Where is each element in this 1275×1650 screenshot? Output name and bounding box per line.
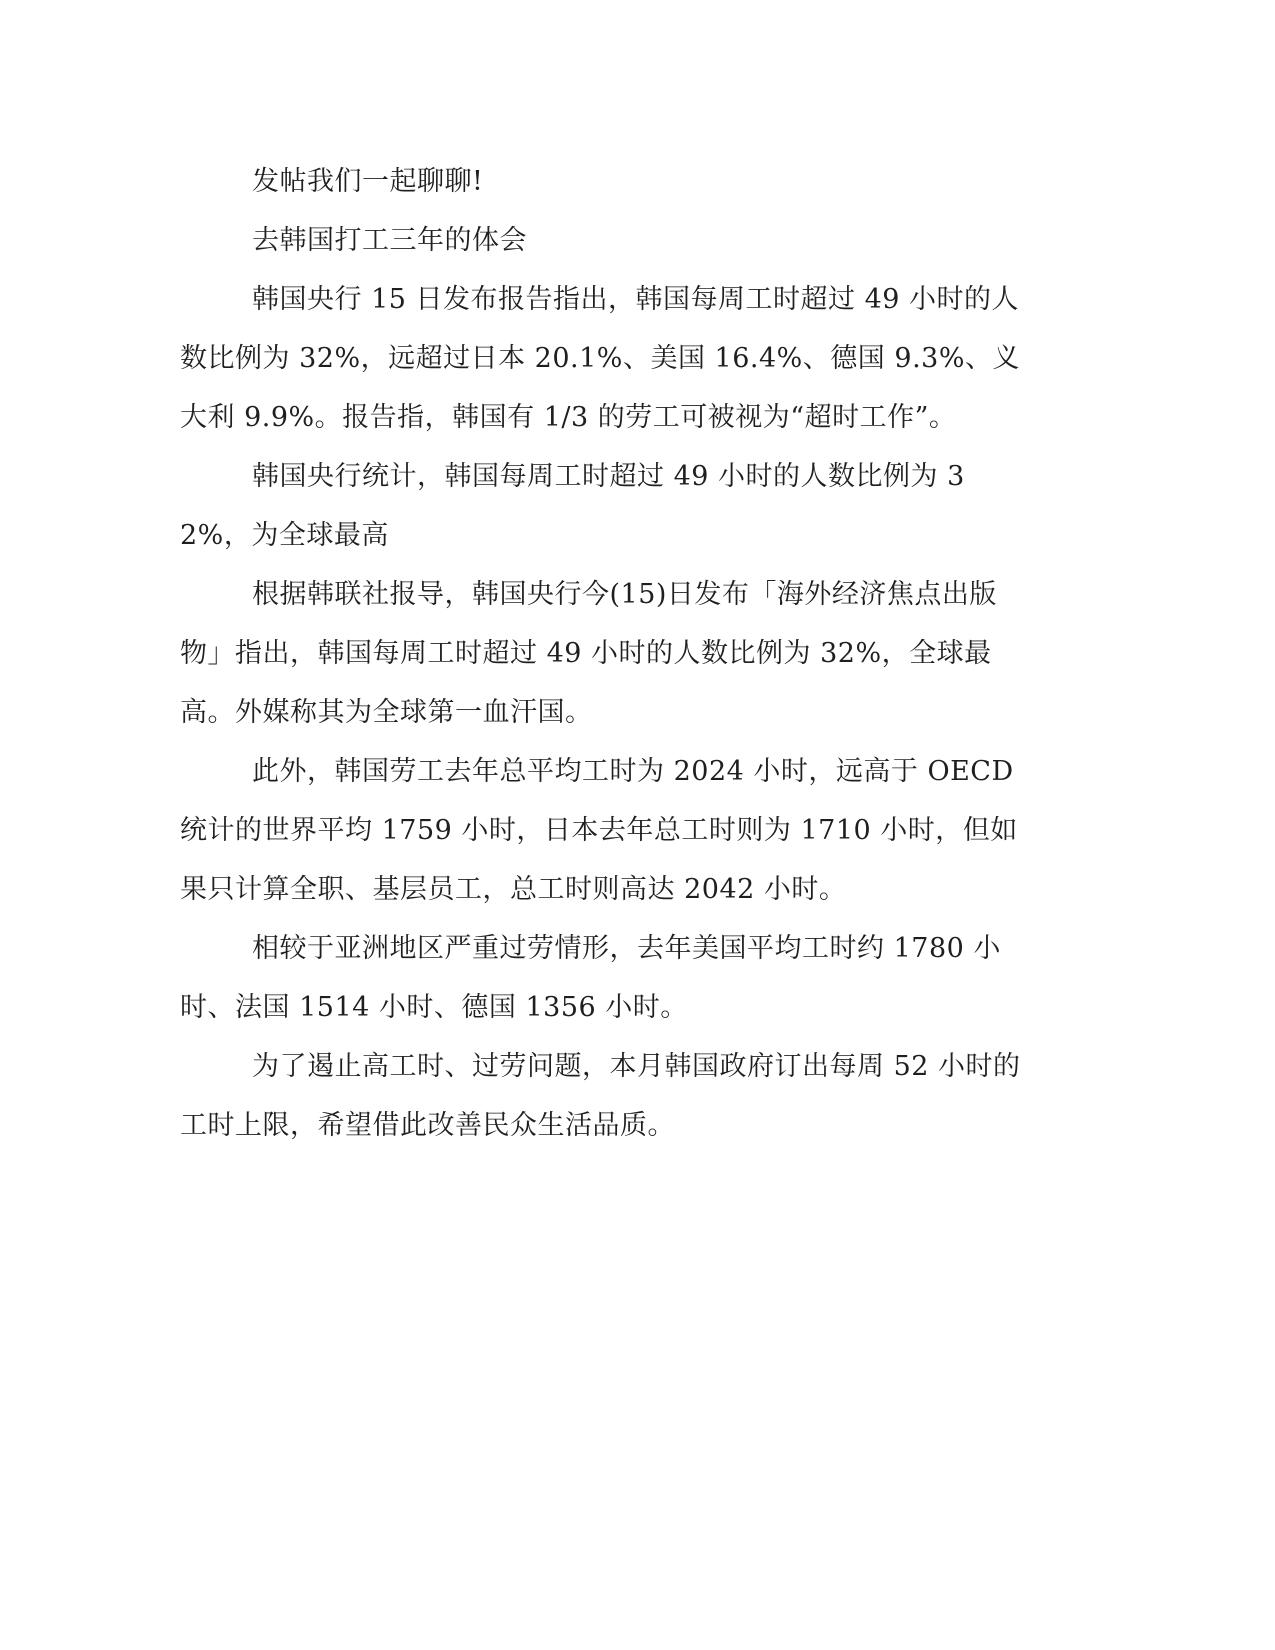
paragraph-invitation: 发帖我们一起聊聊! bbox=[252, 166, 484, 197]
paragraph-yonhap-report: 根据韩联社报导，韩国央行今(15)日发布「海外经济焦点出版物」指出，韩国每周工时超过 49 小时的人数比例为 32%，全球最高。外媒称其为全球第一血汗国。 bbox=[180, 579, 997, 728]
paragraph-title: 去韩国打工三年的体会 bbox=[252, 225, 527, 256]
paragraph-annual-hours: 此外，韩国劳工去年总平均工时为 2024 小时，远高于 OECD 统计的世界平均 1759 小时，日本去年总工时则为 1710 小时，但如果只计算全职、基层员工，总工时则高达 2042 小时。 bbox=[180, 756, 1018, 905]
paragraph-comparison: 相较于亚洲地区严重过劳情形，去年美国平均工时约 1780 小时、法国 1514 小时、德国 1356 小时。 bbox=[180, 933, 1001, 1023]
paragraph-report-summary: 韩国央行 15 日发布报告指出，韩国每周工时超过 49 小时的人数比例为 32%，远超过日本 20.1%、美国 16.4%、德国 9.3%、义大利 9.9%。报告指，韩国有 1/3 的劳工可被视为“超时工作”。 bbox=[180, 284, 1020, 433]
paragraph-central-bank-stat: 韩国央行统计，韩国每周工时超过 49 小时的人数比例为 32%，为全球最高 bbox=[180, 461, 965, 551]
paragraph-policy: 为了遏止高工时、过劳问题，本月韩国政府订出每周 52 小时的工时上限，希望借此改善民众生活品质。 bbox=[180, 1051, 1021, 1141]
document-body bbox=[180, 152, 1028, 1155]
